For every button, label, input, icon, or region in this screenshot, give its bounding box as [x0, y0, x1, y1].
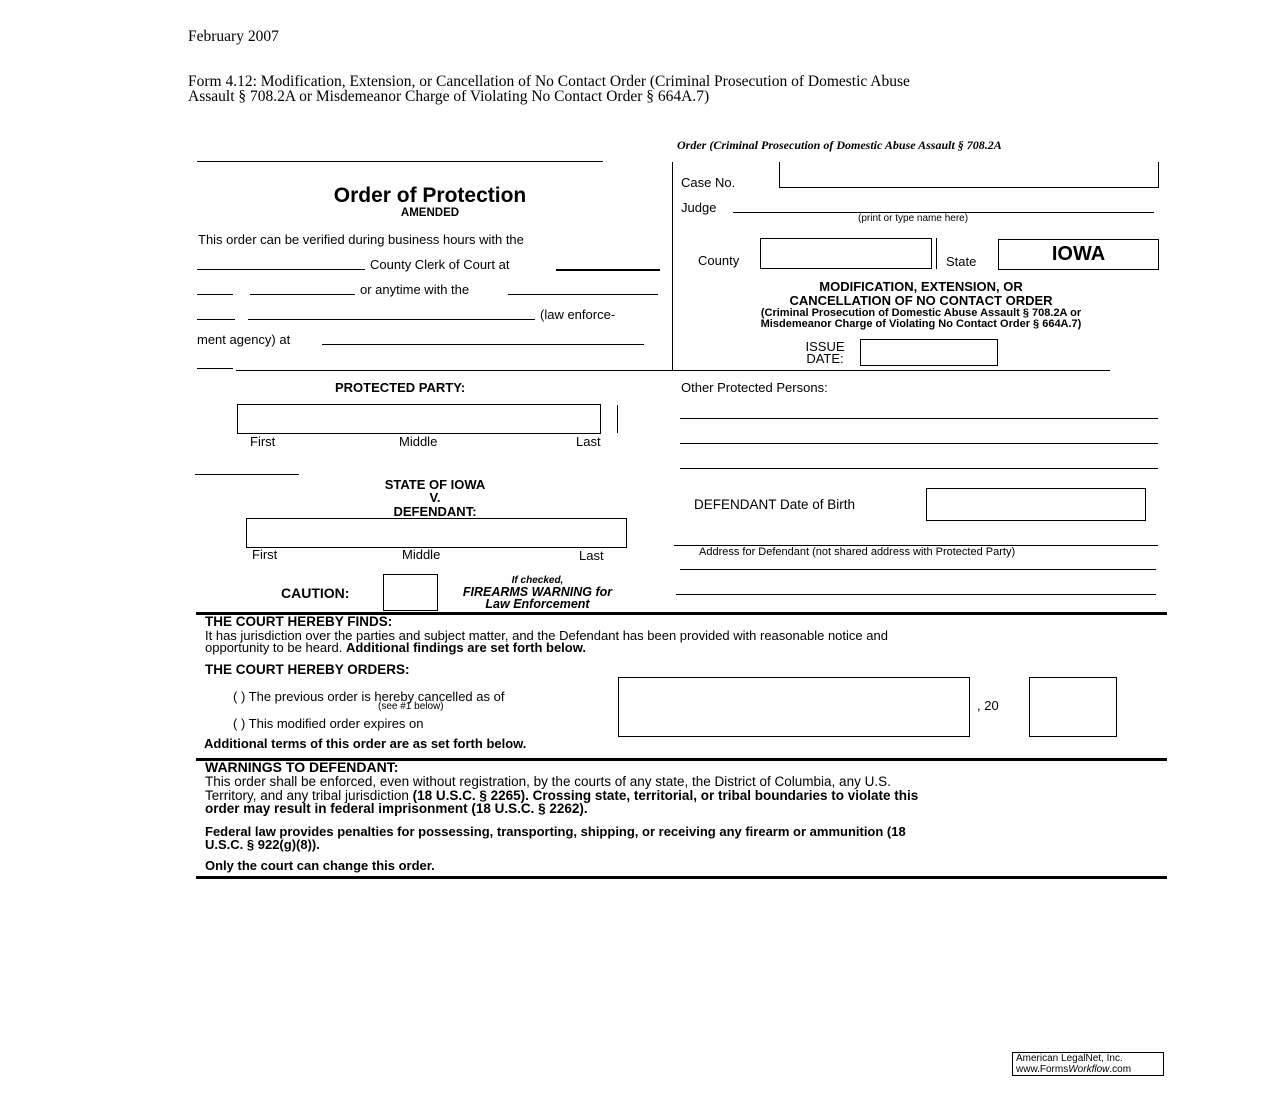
date-label: DATE: [806, 351, 844, 366]
protected-party-box-edge [617, 405, 618, 433]
cancelled-option[interactable]: ( ) The previous order is hereby cancelled as of [233, 689, 505, 704]
issue-date-input[interactable] [860, 339, 998, 366]
order-date-input[interactable] [618, 677, 970, 737]
findings-line-1: It has jurisdiction over the parties and subject matter, and the Defendant has been provided with reasonable notice and [205, 628, 888, 643]
other-protected-line-1[interactable] [680, 418, 1158, 419]
state-of-iowa-text: STATE OF IOWA [384, 477, 486, 492]
legalnet-url: www.FormsWorkflow.com [1016, 1064, 1132, 1075]
mod-subtitle-line-1: (Criminal Prosecution of Domestic Abuse Assault § 708.2A or [760, 307, 1082, 319]
mod-subtitle-line-2: Misdemeanor Charge of Violating No Contact Order § 664A.7) [760, 318, 1082, 330]
only-court-text: Only the court can change this order. [205, 858, 435, 873]
document-date: February 2007 [188, 28, 279, 45]
findings-heading: THE COURT HEREBY FINDS: [205, 614, 393, 629]
law-enforcement-text: (law enforce- [540, 307, 616, 322]
legalnet-company: American LegalNet, Inc. [1016, 1053, 1123, 1064]
year-prefix: , 20 [977, 698, 999, 713]
warnings-line-1: This order shall be enforced, even without registration, by the courts of any state, the District of Columbia, any U.S. [205, 774, 891, 789]
federal-law-line-1: Federal law provides penalties for possessing, transporting, shipping, or receiving any firearm or ammunition (18 [205, 824, 906, 839]
protected-first-label: First [250, 434, 276, 449]
versus-text: V. [429, 490, 441, 505]
order-of-protection-title: Order of Protection [333, 184, 527, 207]
mod-title-line-1: MODIFICATION, EXTENSION, OR [819, 279, 1023, 294]
defendant-middle-label: Middle [402, 547, 441, 562]
law-enforcement-text-caution: Law Enforcement [485, 597, 590, 611]
phone-blank-b[interactable] [250, 294, 355, 295]
protected-last-label: Last [576, 434, 601, 449]
agency-blank-b[interactable] [248, 319, 535, 320]
case-no-box-right [1158, 162, 1159, 188]
protected-middle-label: Middle [399, 434, 438, 449]
verify-text: This order can be verified during business hours with the [198, 232, 524, 247]
county-blank[interactable] [197, 269, 365, 270]
clerk-phone-blank[interactable] [556, 269, 660, 271]
orders-heading: THE COURT HEREBY ORDERS: [205, 662, 410, 677]
warnings-line-2: Territory, and any tribal jurisdiction (18 U.S.C. § 2265). Crossing state, territorial, or tribal boundaries to violate this [205, 788, 919, 803]
firearms-warning-text: FIREARMS WARNING for [462, 585, 613, 599]
top-left-rule [197, 161, 603, 162]
form-title-line-2: Assault § 708.2A or Misdemeanor Charge of Violating No Contact Order § 664A.7) [188, 88, 710, 105]
state-value: IOWA [1051, 243, 1106, 265]
bottom-rule [196, 876, 1167, 879]
agency-name-blank[interactable] [508, 294, 658, 295]
agency-text: ment agency) at [197, 332, 291, 347]
anytime-text: or anytime with the [360, 282, 470, 297]
dob-label: DEFENDANT Date of Birth [694, 497, 856, 512]
address-line-2[interactable] [676, 594, 1156, 595]
warnings-line-3: order may result in federal imprisonment (18 U.S.C. § 2262). [205, 801, 588, 816]
other-protected-label: Other Protected Persons: [681, 380, 828, 395]
defendant-name-input[interactable] [246, 518, 627, 548]
county-label: County [698, 253, 740, 268]
case-no-input[interactable] [779, 187, 1158, 188]
expires-option[interactable]: ( ) This modified order expires on [233, 716, 424, 731]
left-rule-2 [195, 474, 299, 475]
address-label: Address for Defendant (not shared address with Protected Party) [699, 546, 1016, 558]
findings-line-2: opportunity to be heard. Additional findings are set forth below. [205, 640, 586, 655]
section-rule [236, 370, 1110, 371]
order-note: Order (Criminal Prosecution of Domestic Abuse Assault § 708.2A [677, 138, 1002, 152]
county-input[interactable] [760, 238, 932, 269]
other-protected-line-2[interactable] [680, 443, 1158, 444]
protected-party-name-input[interactable] [237, 404, 601, 434]
amended-label: AMENDED [400, 207, 460, 219]
if-checked-text: If checked, [511, 575, 564, 586]
defendant-first-label: First [252, 547, 278, 562]
phone-blank-a[interactable] [197, 294, 233, 295]
other-protected-line-3[interactable] [680, 468, 1158, 469]
firearms-warning-checkbox[interactable] [383, 574, 438, 611]
center-divider [672, 162, 673, 370]
judge-label: Judge [681, 200, 717, 215]
see-note: (see #1 below) [378, 701, 444, 712]
case-no-label: Case No. [681, 175, 736, 190]
protected-party-heading: PROTECTED PARTY: [335, 380, 466, 395]
order-year-input[interactable] [1029, 677, 1117, 737]
state-divider [936, 238, 937, 269]
clerk-text: County Clerk of Court at [370, 257, 510, 272]
defendant-last-label: Last [579, 548, 604, 563]
agency-blank-a[interactable] [197, 319, 235, 320]
issue-label: ISSUE [805, 339, 845, 354]
additional-terms-text: Additional terms of this order are as set forth below. [204, 736, 527, 751]
case-no-box-left [779, 162, 780, 188]
form-title-line-1: Form 4.12: Modification, Extension, or Cancellation of No Contact Order (Criminal Prosecution of Domestic Abuse [188, 73, 910, 90]
federal-law-line-2: U.S.C. § 922(g)(8)). [205, 837, 320, 852]
defendant-heading: DEFENDANT: [393, 504, 477, 519]
dob-input[interactable] [926, 488, 1146, 521]
caution-label: CAUTION: [281, 585, 350, 601]
agency-phone-blank[interactable] [322, 344, 644, 345]
state-label: State [946, 254, 977, 269]
judge-hint: (print or type name here) [858, 213, 969, 224]
address-line-1[interactable] [680, 569, 1156, 570]
warnings-heading: WARNINGS TO DEFENDANT: [205, 759, 399, 775]
left-short-rule [197, 368, 233, 369]
mod-title-line-2: CANCELLATION OF NO CONTACT ORDER [789, 293, 1053, 308]
